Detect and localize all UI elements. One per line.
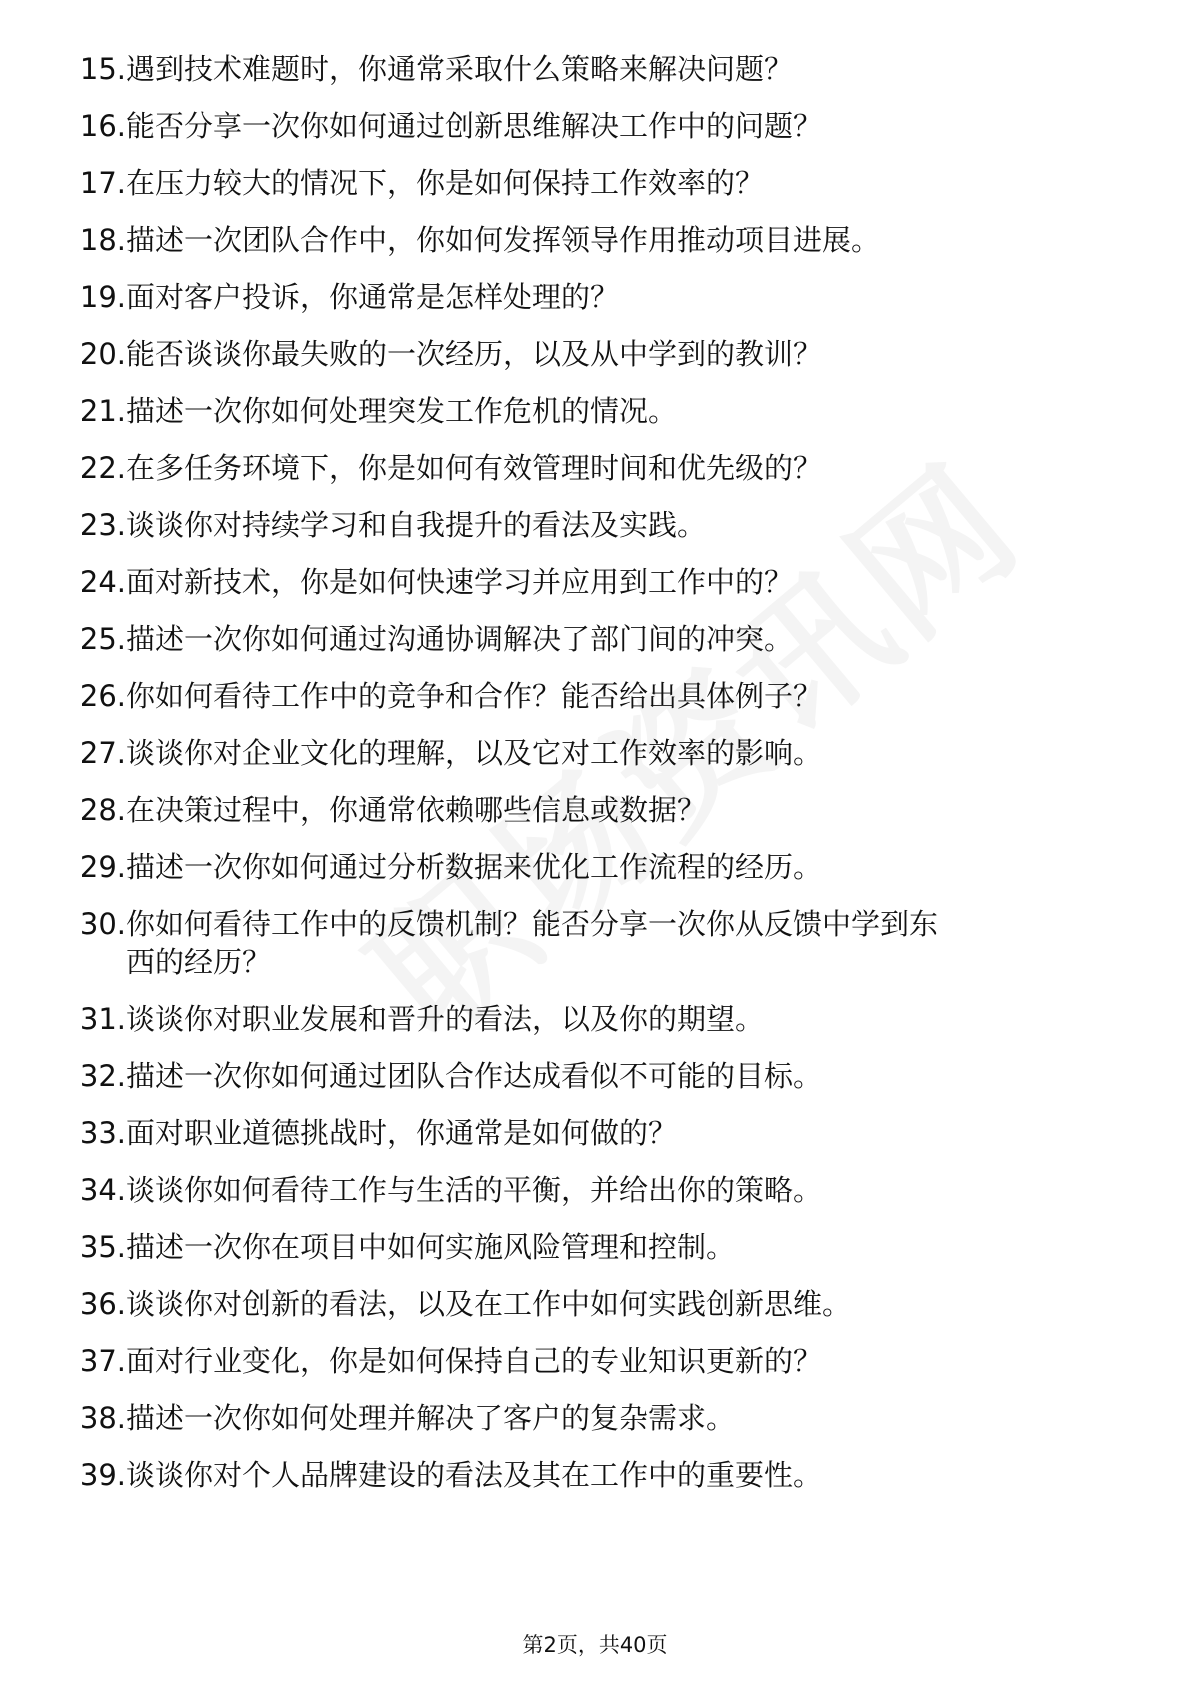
question-number: 35. bbox=[79, 1230, 126, 1264]
question-text: 描述一次你如何处理突发工作危机的情况。 bbox=[126, 394, 678, 428]
question-item-continuation bbox=[56, 943, 1136, 981]
question-number: 15. bbox=[79, 52, 126, 86]
question-item bbox=[56, 1399, 1136, 1437]
question-text: 描述一次你如何通过团队合作达成看似不可能的目标。 bbox=[126, 1059, 823, 1093]
question-item bbox=[56, 1000, 1136, 1038]
question-text: 你如何看待工作中的竞争和合作？能否给出具体例子？ bbox=[126, 679, 823, 713]
question-number: 16. bbox=[79, 109, 126, 143]
question-number: 29. bbox=[79, 850, 126, 884]
question-number: 36. bbox=[79, 1287, 126, 1321]
question-text: 西的经历？ bbox=[126, 945, 272, 979]
question-item bbox=[56, 1228, 1136, 1266]
question-item bbox=[56, 620, 1136, 658]
question-text: 面对职业道德挑战时，你通常是如何做的？ bbox=[126, 1116, 678, 1150]
question-number: 33. bbox=[79, 1116, 126, 1150]
question-number: 22. bbox=[79, 451, 126, 485]
question-text: 在决策过程中，你通常依赖哪些信息或数据？ bbox=[126, 793, 707, 827]
question-text: 遇到技术难题时，你通常采取什么策略来解决问题？ bbox=[126, 52, 794, 86]
question-number: 17. bbox=[79, 166, 126, 200]
question-item bbox=[56, 1171, 1136, 1209]
question-item bbox=[56, 1456, 1136, 1494]
question-text: 面对客户投诉，你通常是怎样处理的？ bbox=[126, 280, 620, 314]
question-item bbox=[56, 335, 1136, 373]
question-number: 20. bbox=[79, 337, 126, 371]
question-text: 你如何看待工作中的反馈机制？能否分享一次你从反馈中学到东 bbox=[126, 907, 939, 941]
question-number: 24. bbox=[79, 565, 126, 599]
question-number: 38. bbox=[79, 1401, 126, 1435]
question-item bbox=[56, 1342, 1136, 1380]
question-number: 32. bbox=[79, 1059, 126, 1093]
question-number: 30. bbox=[79, 907, 126, 941]
question-text: 能否分享一次你如何通过创新思维解决工作中的问题？ bbox=[126, 109, 823, 143]
question-item bbox=[56, 1057, 1136, 1095]
question-text: 谈谈你对企业文化的理解，以及它对工作效率的影响。 bbox=[126, 736, 823, 770]
question-number: 27. bbox=[79, 736, 126, 770]
question-item bbox=[56, 1114, 1136, 1152]
question-item bbox=[56, 848, 1136, 886]
question-text: 在压力较大的情况下，你是如何保持工作效率的？ bbox=[126, 166, 765, 200]
question-text: 谈谈你对职业发展和晋升的看法，以及你的期望。 bbox=[126, 1002, 765, 1036]
question-number: 28. bbox=[79, 793, 126, 827]
question-number: 39. bbox=[79, 1458, 126, 1492]
question-item bbox=[56, 221, 1136, 259]
question-number: 23. bbox=[79, 508, 126, 542]
question-text: 谈谈你对个人品牌建设的看法及其在工作中的重要性。 bbox=[126, 1458, 823, 1492]
question-item bbox=[56, 164, 1136, 202]
question-text: 谈谈你对持续学习和自我提升的看法及实践。 bbox=[126, 508, 707, 542]
question-number: 34. bbox=[79, 1173, 126, 1207]
question-text: 描述一次你如何通过沟通协调解决了部门间的冲突。 bbox=[126, 622, 794, 656]
question-number: 31. bbox=[79, 1002, 126, 1036]
question-item bbox=[56, 50, 1136, 88]
question-text: 描述一次你在项目中如何实施风险管理和控制。 bbox=[126, 1230, 736, 1264]
question-number: 25. bbox=[79, 622, 126, 656]
question-text: 谈谈你如何看待工作与生活的平衡，并给出你的策略。 bbox=[126, 1173, 823, 1207]
question-text: 在多任务环境下，你是如何有效管理时间和优先级的？ bbox=[126, 451, 823, 485]
question-item bbox=[56, 734, 1136, 772]
question-item bbox=[56, 278, 1136, 316]
question-item bbox=[56, 905, 1136, 943]
question-item bbox=[56, 392, 1136, 430]
question-text: 面对新技术，你是如何快速学习并应用到工作中的？ bbox=[126, 565, 794, 599]
question-number: 26. bbox=[79, 679, 126, 713]
question-number: 19. bbox=[79, 280, 126, 314]
question-item bbox=[56, 791, 1136, 829]
question-item bbox=[56, 677, 1136, 715]
question-number: 21. bbox=[79, 394, 126, 428]
question-item bbox=[56, 563, 1136, 601]
question-item bbox=[56, 1285, 1136, 1323]
question-number: 37. bbox=[79, 1344, 126, 1378]
question-item bbox=[56, 107, 1136, 145]
question-text: 描述一次团队合作中，你如何发挥领导作用推动项目进展。 bbox=[126, 223, 881, 257]
question-text: 能否谈谈你最失败的一次经历，以及从中学到的教训？ bbox=[126, 337, 823, 371]
question-text: 描述一次你如何处理并解决了客户的复杂需求。 bbox=[126, 1401, 736, 1435]
page-footer: 第2页，共40页 bbox=[522, 1633, 668, 1657]
question-number: 18. bbox=[79, 223, 126, 257]
question-item bbox=[56, 506, 1136, 544]
question-text: 谈谈你对创新的看法，以及在工作中如何实践创新思维。 bbox=[126, 1287, 852, 1321]
question-text: 面对行业变化，你是如何保持自己的专业知识更新的？ bbox=[126, 1344, 823, 1378]
question-item bbox=[56, 449, 1136, 487]
question-text: 描述一次你如何通过分析数据来优化工作流程的经历。 bbox=[126, 850, 823, 884]
